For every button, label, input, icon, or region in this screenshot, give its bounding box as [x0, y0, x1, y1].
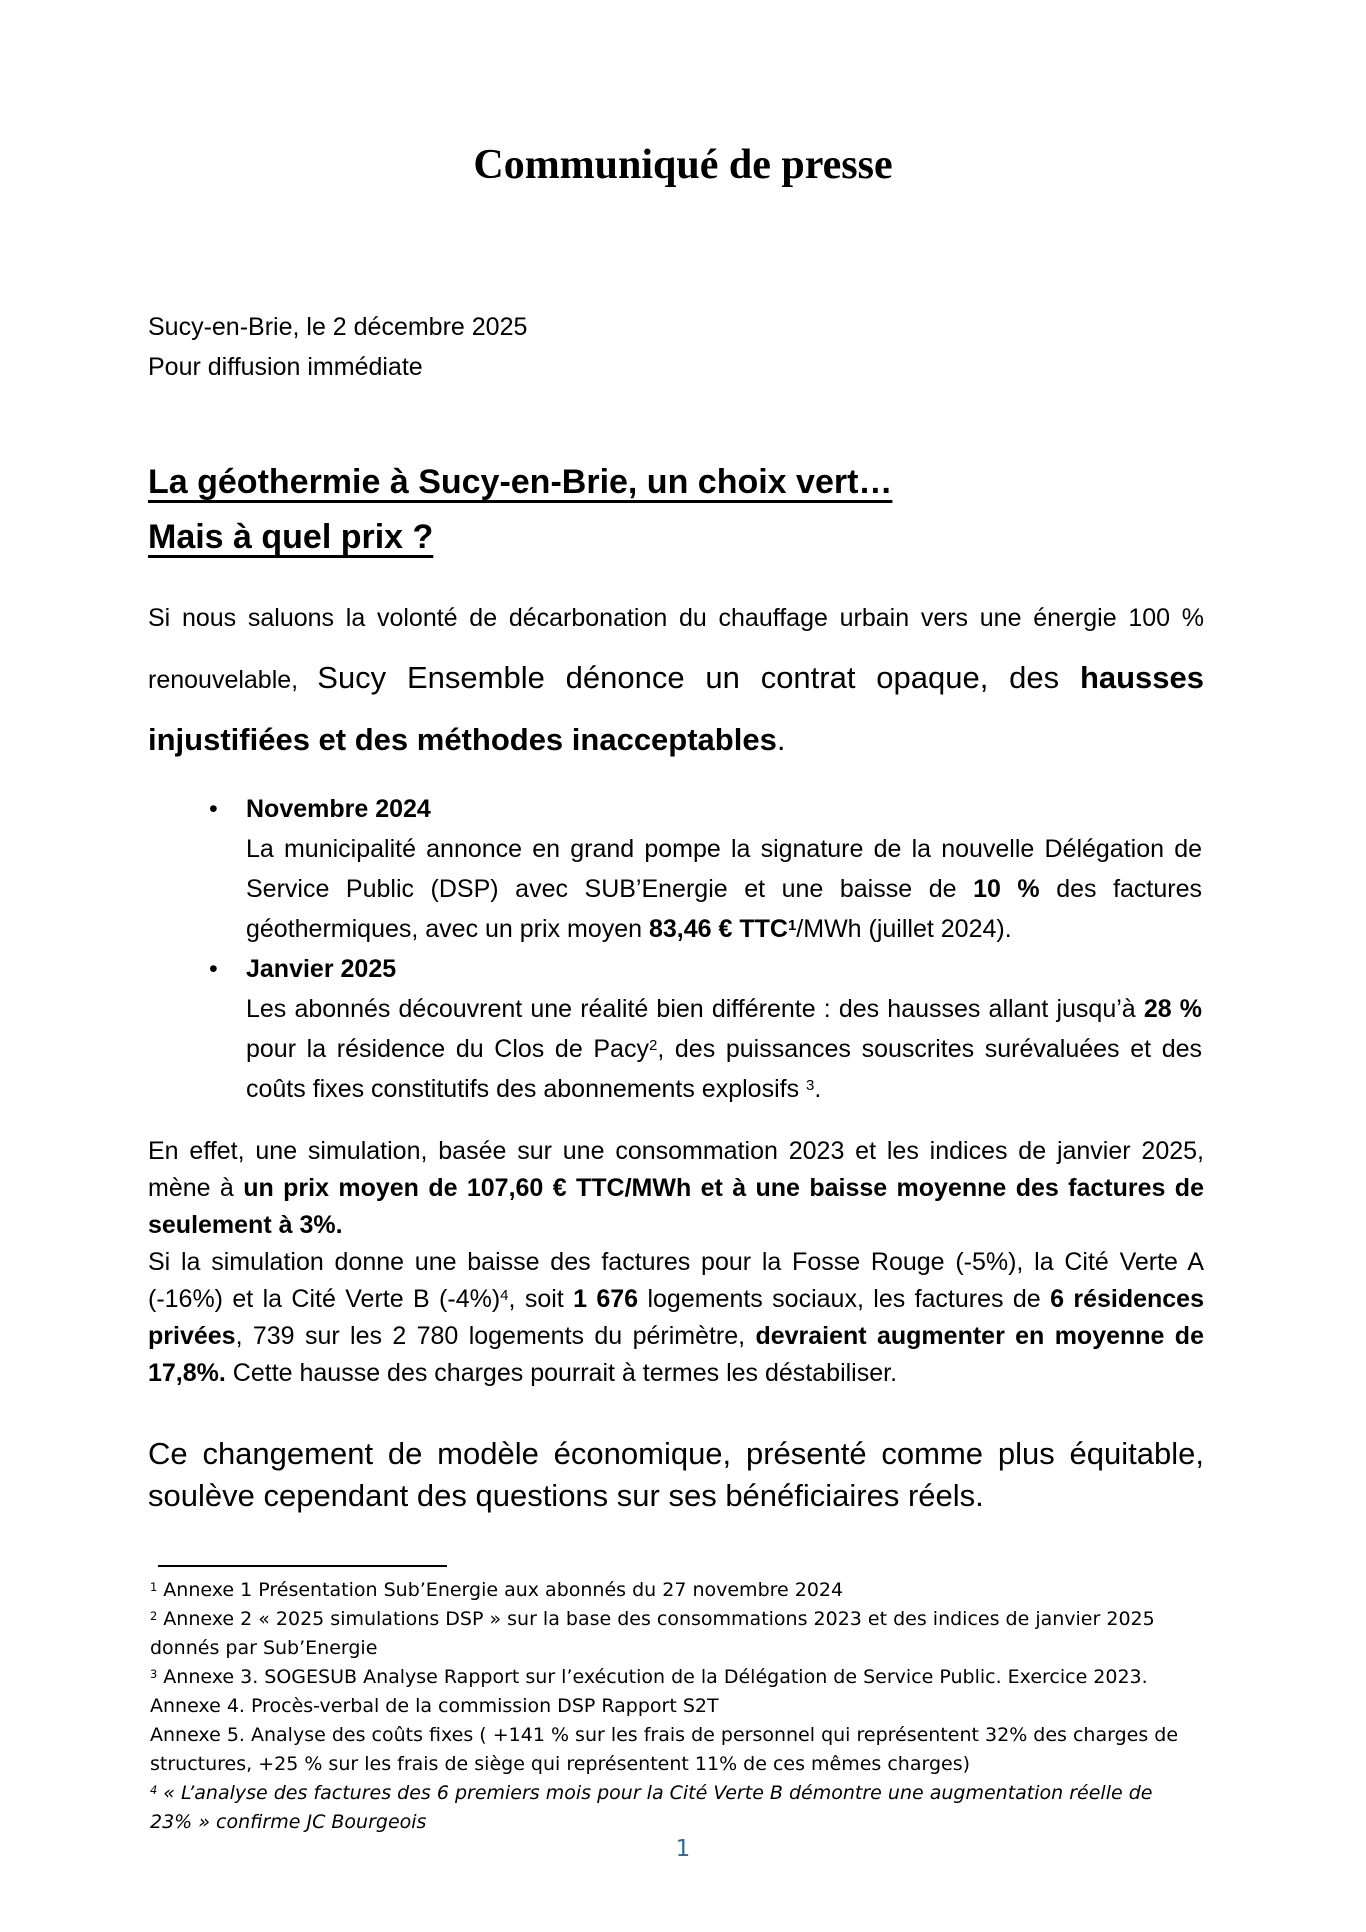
dateline: Sucy-en-Brie, le 2 décembre 2025	[148, 313, 528, 341]
bullet-run: des factures géothermiques, avec un prix moyen	[246, 875, 1202, 943]
footnote-line	[150, 1576, 1310, 1605]
footnote-number: 2	[150, 1608, 158, 1623]
bullet-item-janvier-2025	[205, 949, 1202, 1109]
text-run: Si la simulation donne une baisse des factures pour la Fosse Rouge (-5%), la Cité Verte A (-16%) et la Cité Verte B (-4%)	[148, 1248, 1204, 1313]
footnote-ref-3: 3	[806, 1077, 815, 1095]
footnote-text: Annexe 3. SOGESUB Analyse Rapport sur l’exécution de la Délégation de Service Public. Exercice 2023.	[157, 1666, 1148, 1688]
footnote-separator	[158, 1565, 447, 1567]
footnote-text: Annexe 4. Procès-verbal de la commission DSP Rapport S2T	[150, 1695, 719, 1717]
footnote-number: 4	[150, 1782, 158, 1797]
headline	[148, 455, 892, 565]
footnote-line	[150, 1692, 1310, 1721]
bullet-title: Novembre 2024	[246, 795, 431, 823]
page-number: 1	[675, 1836, 691, 1862]
intro-run-period: .	[776, 722, 786, 757]
bullet-body	[246, 989, 1202, 1109]
bullet-marker: •	[209, 955, 218, 983]
text-run: logements sociaux, les factures de	[638, 1285, 1051, 1313]
footnote-text: 23% » confirme JC Bourgeois	[150, 1811, 427, 1833]
paragraph-effet	[148, 1133, 1204, 1244]
bullet-run: Les abonnés découvrent une réalité bien différente : des hausses allant jusqu’à	[246, 995, 1144, 1023]
intro-paragraph	[148, 589, 1204, 772]
body-paragraphs	[148, 1133, 1204, 1392]
text-run: Cette hausse des charges pourrait à termes les déstabiliser.	[225, 1359, 898, 1387]
bullet-marker: •	[209, 795, 218, 823]
footnote-ref-1: 1	[787, 917, 797, 935]
intro-run-normal: Si nous saluons la volonté de décarbonation du chauffage urbain vers une énergie 100 % renouvelable,	[148, 604, 1204, 694]
footnote-line	[150, 1808, 1310, 1837]
footnote-text: « L’analyse des factures des 6 premiers mois pour la Cité Verte B démontre une augmentation réelle de	[157, 1782, 1153, 1804]
footnote-number: 3	[150, 1666, 158, 1681]
footnote-text: structures, +25 % sur les frais de siège qui représentent 11% de ces mêmes charges)	[150, 1753, 971, 1775]
intro-run-large-bold: hausses injustifiées et des méthodes inacceptables	[148, 660, 1205, 757]
bullet-item-novembre-2024	[205, 789, 1202, 949]
headline-line2: Mais à quel prix ?	[148, 518, 434, 556]
paragraph-simulation	[148, 1244, 1204, 1392]
footnote-line	[150, 1634, 1310, 1663]
bullet-run: .	[814, 1075, 822, 1103]
bullet-list	[205, 789, 1202, 1109]
diffusion-line: Pour diffusion immédiate	[148, 353, 423, 381]
bullet-run: , des puissances souscrites surévaluées et des coûts fixes constitutifs des abonnements explosifs	[246, 1035, 1202, 1103]
text-run-bold: 1 676	[573, 1285, 639, 1313]
footnote-line	[150, 1605, 1310, 1634]
intro-run-large: Sucy Ensemble dénonce un contrat opaque, des	[317, 660, 1080, 695]
footnote-text: donnés par Sub’Energie	[150, 1637, 378, 1659]
dateline-block	[148, 307, 527, 387]
footnote-line	[150, 1750, 1310, 1779]
bullet-title: Janvier 2025	[246, 955, 397, 983]
footnotes	[150, 1576, 1310, 1837]
bullet-run: La municipalité annonce en grand pompe la signature de la nouvelle Délégation de Service Public (DSP) avec SUB’Energie et une baisse de	[246, 835, 1202, 903]
text-run: , soit	[508, 1285, 574, 1313]
bullet-body	[246, 829, 1202, 949]
footnote-number: 1	[150, 1579, 158, 1594]
footnote-line	[150, 1721, 1310, 1750]
bullet-run-bold: 83,46 € TTC	[649, 915, 788, 943]
footnote-text: Annexe 1 Présentation Sub’Energie aux abonnés du 27 novembre 2024	[157, 1579, 844, 1601]
text-run: , 739 sur les 2 780 logements du périmètre,	[235, 1322, 756, 1350]
footnote-line	[150, 1663, 1310, 1692]
text-run-bold: 6 résidences privées	[148, 1285, 1204, 1350]
paragraph-changement: Ce changement de modèle économique, présenté comme plus équitable, soulève cependant des questions sur ses bénéficiaires réels.	[148, 1436, 1204, 1513]
bullet-run: /MWh (juillet 2024).	[796, 915, 1012, 943]
footnote-ref-2: 2	[648, 1037, 658, 1055]
text-run-bold: devraient augmenter en moyenne de 17,8%.	[148, 1322, 1204, 1387]
footnote-text: Annexe 5. Analyse des coûts fixes ( +141 % sur les frais de personnel qui représentent 32% des charges de	[150, 1724, 1179, 1746]
footnote-text: Annexe 2 « 2025 simulations DSP » sur la base des consommations 2023 et des indices de janvier 2025	[157, 1608, 1155, 1630]
bullet-run-bold: 28 %	[1143, 995, 1203, 1023]
text-run: En effet, une simulation, basée sur une consommation 2023 et les indices de janvier 2025, mène à	[148, 1137, 1204, 1202]
footnote-line	[150, 1779, 1310, 1808]
press-release-title: Communiqué de presse	[473, 142, 893, 188]
bullet-run: pour la résidence du Clos de Pacy	[246, 1035, 649, 1063]
bullet-run-bold: 10 %	[973, 875, 1040, 903]
footnote-ref-4: 4	[500, 1287, 509, 1305]
text-run-bold: un prix moyen de 107,60 € TTC/MWh et à une baisse moyenne des factures de seulement à 3%.	[148, 1174, 1204, 1239]
headline-line1: La géothermie à Sucy-en-Brie, un choix vert…	[148, 463, 893, 501]
